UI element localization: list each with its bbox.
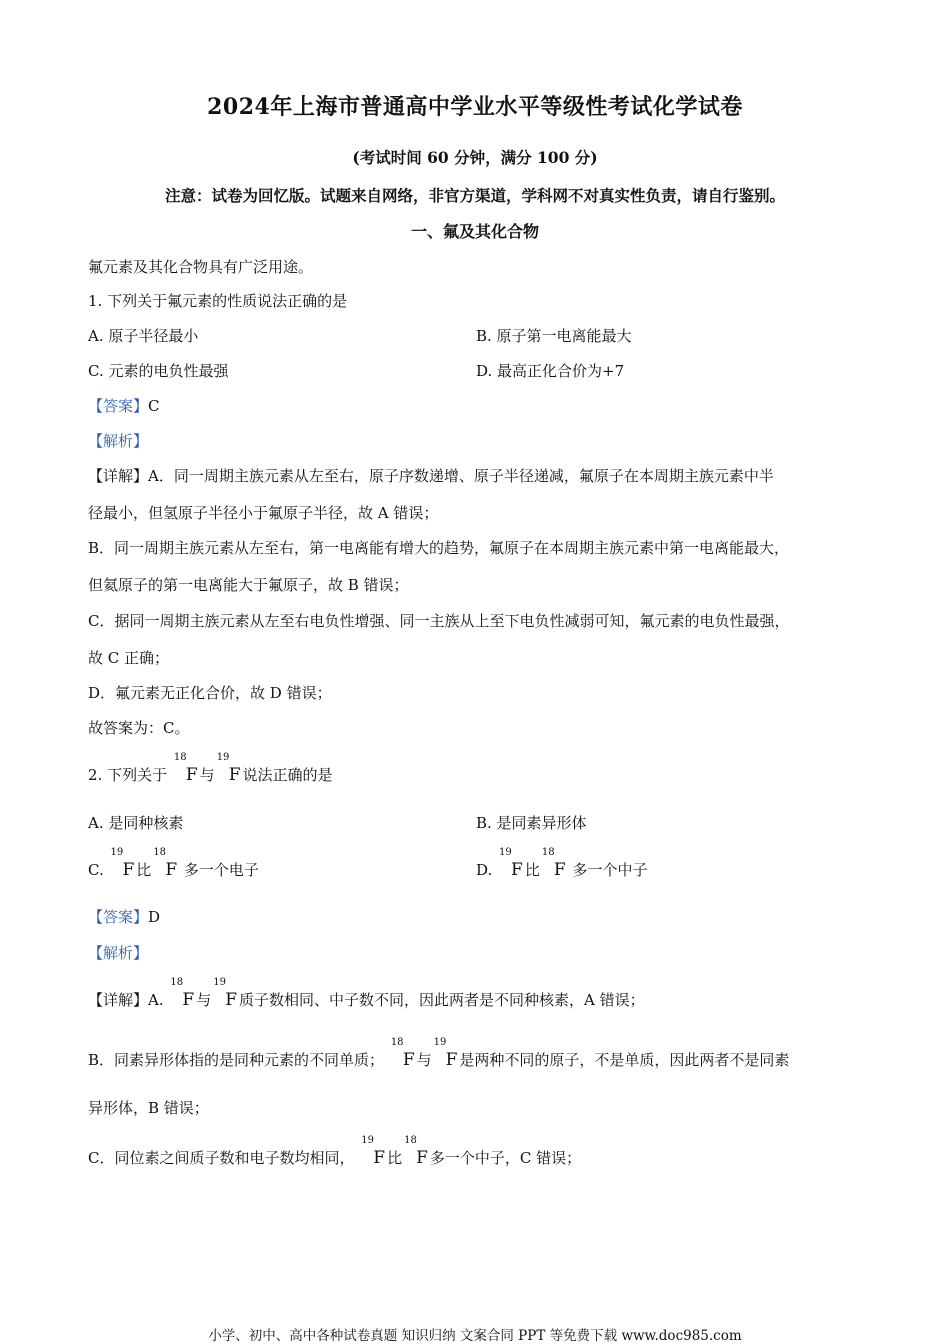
q1-detail-line-4: 但氦原子的第一电离能大于氟原子，故 B 错误； <box>88 576 409 594</box>
q1-detail-line-7: D．氟元素无正化合价，故 D 错误； <box>88 684 332 702</box>
isotope-f18: 18 F <box>153 847 178 880</box>
isotope-f18: 18 F <box>173 752 198 785</box>
q1-option-c: C. 元素的电负性最强 <box>88 362 229 380</box>
notice-text: 注意：试卷为回忆版。试题来自网络，非官方渠道，学科网不对真实性负责，请自行鉴别。 <box>164 186 785 205</box>
q1-option-b: B. 原子第一电离能最大 <box>476 327 632 345</box>
q2-stem-mid: 与 <box>199 766 215 784</box>
q2-option-c: C. 19 F 比 18 F 多一个电子 <box>88 847 259 880</box>
answer-value: C <box>148 397 160 415</box>
q1-detail-line-8: 故答案为：C。 <box>88 719 190 737</box>
exam-duration: (考试时间 60 分钟，满分 100 分) <box>352 148 598 167</box>
q2-detail-line-b2: 异形体，B 错误； <box>88 1099 209 1117</box>
q1-detail-line-1 <box>88 466 868 486</box>
q2-stem <box>88 752 868 785</box>
q2-analysis-tag <box>88 943 868 963</box>
q1-detail-line-5: C．据同一周期主族元素从左至右电负性增强、同一主族从上至下电负性减弱可知，氟元素的电负性最强， <box>88 612 790 630</box>
detail-text: A．同一周期主族元素从左至右，原子序数递增、原子半径递减，氟原子在本周期主族元素中半 <box>148 467 774 485</box>
q1-stem: 1. 下列关于氟元素的性质说法正确的是 <box>88 292 348 310</box>
q1-option-a: A. 原子半径最小 <box>88 327 199 345</box>
q2-option-b: B. 是同素异形体 <box>476 814 587 832</box>
q1-answer <box>88 396 868 416</box>
isotope-f19: 19 F <box>433 1037 458 1070</box>
footer-text: 小学、初中、高中各种试卷真题 知识归纳 文案合同 PPT 等免费下载 www.doc985.com <box>208 1328 742 1344</box>
q2-detail-line-a: 【详解】A. 18 F 与 19 F 质子数相同、中子数不同，因此两者是不同种核素，A 错误； <box>88 977 645 1010</box>
q1-option-d: D. 最高正化合价为+7 <box>476 362 625 380</box>
q1-detail-line-3: B．同一周期主族元素从左至右，第一电离能有增大的趋势，氟原子在本周期主族元素中第一电离能最大， <box>88 539 790 557</box>
q2-option-a: A. 是同种核素 <box>88 814 184 832</box>
isotope-f18: 18 F <box>404 1135 428 1168</box>
isotope-f18: 18 F <box>541 847 566 880</box>
analysis-tag: 【解析】 <box>88 432 149 450</box>
q2-stem-pre: 2. 下列关于 <box>88 766 168 784</box>
answer-tag: 【答案】 <box>88 908 149 926</box>
answer-value: D <box>148 908 161 926</box>
q2-detail-line-b: B．同素异形体指的是同种元素的不同单质； 18 F 与 19 F 是两种不同的原子，不是单质，因此两者不是同素 <box>88 1037 790 1070</box>
answer-tag: 【答案】 <box>88 397 149 415</box>
isotope-f18: 18 F <box>170 977 195 1010</box>
isotope-f19: 19 F <box>213 977 238 1010</box>
isotope-f18: 18 F <box>390 1037 415 1070</box>
q1-detail-line-6: 故 C 正确； <box>88 649 170 667</box>
q2-answer <box>88 907 868 927</box>
section-heading: 一、氟及其化合物 <box>410 222 539 241</box>
isotope-f19: 19 F <box>499 847 523 880</box>
q2-stem-post: 说法正确的是 <box>242 766 333 784</box>
q2-option-d: D. 19 F 比 18 F 多一个中子 <box>476 847 648 880</box>
page-title: 2024年上海市普通高中学业水平等级性考试化学试卷 <box>207 94 743 120</box>
q1-analysis-tag <box>88 431 868 451</box>
isotope-f19: 19 F <box>110 847 135 880</box>
isotope-f19: 19 F <box>361 1135 386 1168</box>
analysis-tag: 【解析】 <box>88 944 149 962</box>
detail-tag: 【详解】 <box>88 467 149 485</box>
intro-text: 氟元素及其化合物具有广泛用途。 <box>88 258 314 276</box>
q1-detail-line-2: 径最小，但氢原子半径小于氟原子半径，故 A 错误； <box>88 504 439 522</box>
isotope-f19: 19 F <box>216 752 241 785</box>
q2-detail-line-c: C．同位素之间质子数和电子数均相同， 19 F 比 18 F 多一个中子，C 错误； <box>88 1135 582 1168</box>
detail-tag: 【详解】 <box>88 991 149 1009</box>
